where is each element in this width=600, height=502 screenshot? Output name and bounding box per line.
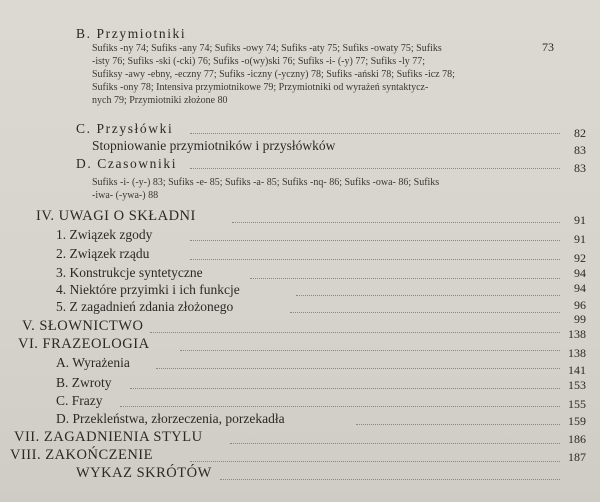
leader-dots [290,312,560,313]
iv-item-page: 92 [574,251,586,265]
vi-item: D. Przekleństwa, złorzeczenia, porzekadła [56,411,285,426]
d-sub-line: Sufiks -i- (-y-) 83; Sufiks -e- 85; Sufiks -a- 85; Sufiks -nq- 86; Sufiks -owa- 86; Sufiks [92,177,440,188]
b-page: 73 [542,40,554,54]
c-sub-page: 83 [574,143,586,157]
leader-dots [190,133,560,134]
b-sub-line: Sufiks -ny 74; Sufiks -any 74; Sufiks -owy 74; Sufiks -aty 75; Sufiks -owaty 75; Sufiks [92,43,442,54]
v-page: 138 [568,327,586,341]
leader-dots [190,240,560,241]
leader-dots [230,443,560,444]
extra-page: 99 [574,312,586,326]
iv-item-page: 94 [574,281,586,295]
leader-dots [356,424,560,425]
leader-dots [190,461,560,462]
leader-dots [156,368,560,369]
vii-page: 186 [568,432,586,446]
leader-dots [250,278,560,279]
iv-page: 91 [574,213,586,227]
vi-item: A. Wyrażenia [56,355,130,370]
leader-dots [180,350,560,351]
vi-item-page: 159 [568,414,586,428]
abbr-title: WYKAZ SKRÓTÓW [76,465,212,481]
vi-page: 138 [568,346,586,360]
leader-dots [130,388,560,389]
iv-item-page: 91 [574,232,586,246]
iv-title: IV. UWAGI O SKŁADNI [36,208,196,224]
b-title: B. Przymiotniki [76,26,187,41]
leader-dots [190,168,560,169]
iv-item-page: 96 [574,298,586,312]
v-title: V. SŁOWNICTWO [22,318,144,334]
d-page: 83 [574,161,586,175]
viii-page: 187 [568,450,586,464]
b-sub-line: nych 79; Przymiotniki złożone 80 [92,95,228,106]
vi-item-page: 141 [568,363,586,377]
leader-dots [296,295,560,296]
iv-item: 1. Związek zgody [56,227,153,242]
vii-title: VII. ZAGADNIENIA STYLU [14,429,203,445]
vi-title: VI. FRAZEOLOGIA [18,336,150,352]
c-title: C. Przysłówki [76,121,174,136]
vi-item: B. Zwroty [56,375,112,390]
viii-title: VIII. ZAKOŃCZENIE [10,447,153,463]
leader-dots [190,259,560,260]
leader-dots [150,332,560,333]
c-page: 82 [574,126,586,140]
vi-item-page: 155 [568,397,586,411]
iv-item: 2. Związek rządu [56,246,150,261]
iv-item: 5. Z zagadnień zdania złożonego [56,299,234,314]
vi-item: C. Frazy [56,393,103,408]
c-subtitle: Stopniowanie przymiotników i przysłówków [92,138,336,153]
b-sub-line: -isty 76; Sufiks -ski (-cki) 76; Sufiks -o(wy)ski 76; Sufiks -i- (-y) 77; Sufiks -ly 77; [92,56,426,67]
d-sub-line: -iwa- (-ywa-) 88 [92,190,159,201]
leader-dots [232,222,560,223]
iv-item: 3. Konstrukcje syntetyczne [56,265,203,280]
leader-dots [220,479,560,480]
d-title: D. Czasowniki [76,156,178,171]
vi-item-page: 153 [568,378,586,392]
iv-item: 4. Niektóre przyimki i ich funkcje [56,282,240,297]
leader-dots [120,406,560,407]
b-sub-line: Sufiksy -awy -ebny, -eczny 77; Sufiks -iczny (-yczny) 78; Sufiks -ański 78; Sufiks -icz 78; [92,69,455,80]
b-sub-line: Sufiks -ony 78; Intensiva przymiotnikowe 79; Przymiotniki od wyrażeń syntaktycz- [92,82,429,93]
iv-item-page: 94 [574,266,586,280]
